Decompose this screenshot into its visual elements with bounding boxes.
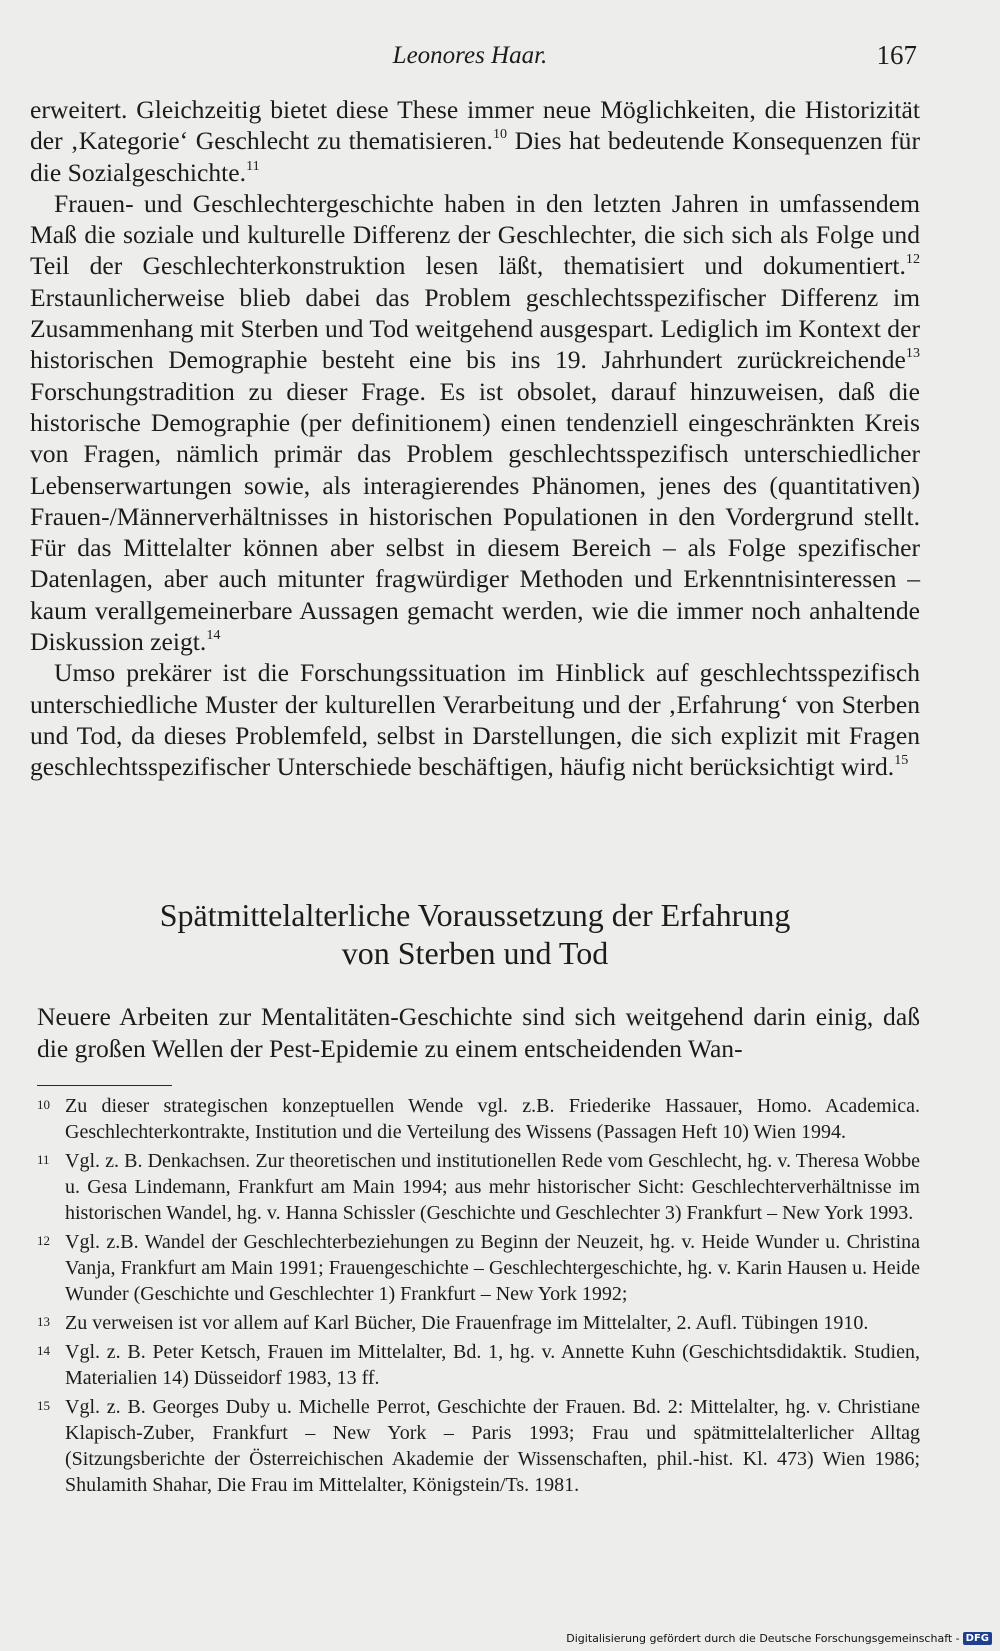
footnote-ref: 11	[246, 157, 260, 174]
footnote-text: Vgl. z. B. Denkachsen. Zur theoretischen und institutionellen Rede vom Geschlecht, hg. v. Theresa Wobbe u. Gesa Lindemann, Frankfurt am Main 1994; aus mehr historischer Sicht: Geschlechterverhältnisse im historischen Wandel, hg. v. Hanna Schissler (Geschichte und Geschlechter 3) Frankfurt – New York 1993.	[65, 1150, 920, 1224]
footnote-ref: 15	[894, 751, 909, 768]
paragraph-3	[30, 657, 920, 782]
running-head	[0, 40, 1000, 76]
footnote-number: 12	[37, 1233, 50, 1248]
footnote-separator	[37, 1085, 172, 1086]
paragraph-2	[30, 188, 920, 657]
footnote-text: Zu verweisen ist vor allem auf Karl Bücher, Die Frauenfrage im Mittelalter, 2. Aufl. Tübingen 1910.	[65, 1312, 869, 1334]
page-number: 167	[876, 40, 917, 70]
footnote-number: 13	[37, 1314, 50, 1329]
text-run: Umso prekärer ist die Forschungssituation im Hinblick auf geschlechtsspezifisch unterschiedliche Muster der kulturellen Verarbeitung und der ‚Erfahrung‘ von Sterben und Tod, da dieses Problemfeld, selbst in Darstellungen, die sich explizit mit Fragen geschlechtsspezifischer Unterschiede beschäftigen, häufig nicht berücksichtigt wird.	[30, 658, 920, 782]
text-run: Erstaunlicherweise blieb dabei das Problem geschlechtsspezifischer Differenz im Zusammenhang mit Sterben und Tod weitgehend ausgespart. Lediglich im Kontext der historischen Demographie besteht eine bis ins 19. Jahrhundert zurückreichende	[30, 282, 920, 375]
section-paragraph: Neuere Arbeiten zur Mentalitäten-Geschichte sind sich weitgehend darin einig, daß die großen Wellen der Pest-Epidemie zu einem entscheidenden Wan-	[37, 1002, 920, 1063]
section-heading	[60, 896, 890, 972]
digitization-text: Digitalisierung gefördert durch die Deutsche Forschungsgemeinschaft -	[566, 1632, 960, 1645]
footnotes	[37, 1093, 920, 1501]
text-run: Forschungstradition zu dieser Frage. Es ist obsolet, darauf hinzuweisen, daß die historische Demographie (per definitionem) einen tendenziell eingeschränkten Kreis von Fragen, nämlich primär das Problem geschlechtsspezifisch unterschiedlicher Lebenserwartungen sowie, als interagierendes Phänomen, jenes des (quantitativen) Frauen-/Männerverhältnisses in historischen Populationen in den Vordergrund stellt. Für das Mittelalter können aber selbst in diesem Bereich – als Folge spezifischer Datenlagen, aber auch mitunter fragwürdiger Methoden und Erkenntnisinteressen – kaum verallgemeinerbare Aussagen gemacht werden, wie die immer noch anhaltende Diskussion zeigt.	[30, 376, 920, 657]
footnote-13	[37, 1310, 920, 1336]
footnote-10	[37, 1093, 920, 1145]
footnote-text: Vgl. z. B. Peter Ketsch, Frauen im Mittelalter, Bd. 1, hg. v. Annette Kuhn (Geschichtsdidaktik. Studien, Materialien 14) Düsseidorf 1983, 13 ff.	[65, 1341, 920, 1389]
running-title: Leonores Haar.	[392, 42, 548, 69]
text-run: Frauen- und Geschlechtergeschichte haben in den letzten Jahren in umfassendem Maß die soziale und kulturelle Differenz der Geschlechter, die sich sich als Folge und Teil der Geschlechterkonstruktion lesen läßt, thematisiert und dokumentiert.	[30, 188, 920, 281]
footnote-number: 14	[37, 1343, 50, 1358]
footnote-text: Vgl. z.B. Wandel der Geschlechterbeziehungen zu Beginn der Neuzeit, hg. v. Heide Wunder u. Christina Vanja, Frankfurt am Main 1991; Frauengeschichte – Geschlechtergeschichte, hg. v. Karin Hausen u. Heide Wunder (Geschichte und Geschlechter 1) Frankfurt – New York 1992;	[65, 1231, 920, 1305]
footnote-text: Vgl. z. B. Georges Duby u. Michelle Perrot, Geschichte der Frauen. Bd. 2: Mittelalter, hg. v. Christiane Klapisch-Zuber, Frankfurt – New York – Paris 1993; Frau und spätmittelalterlicher Alltag (Sitzungsberichte der Österreichischen Akademie der Wissenschaften, phil.-hist. Kl. 473) Wien 1986; Shulamith Shahar, Die Frau im Mittelalter, Königstein/Ts. 1981.	[65, 1396, 920, 1496]
text-run: Dies hat bedeutende Konsequenzen für die Sozialgeschichte.	[30, 126, 920, 187]
text-run: erweitert. Gleichzeitig bietet diese These immer neue Möglichkeiten, die Historizität der ‚Kategorie‘ Geschlecht zu thematisieren.	[30, 95, 920, 156]
footnote-ref: 14	[206, 626, 221, 643]
main-text	[30, 94, 920, 783]
footnote-number: 10	[37, 1097, 50, 1112]
footnote-12	[37, 1229, 920, 1307]
heading-line-1: Spätmittelalterliche Voraussetzung der Erfahrung	[159, 897, 791, 933]
footnote-text: Zu dieser strategischen konzeptuellen Wende vgl. z.B. Friederike Hassauer, Homo. Academica. Geschlechterkontrakte, Institution und die Verteilung des Wissens (Passagen Heft 10) Wien 1994.	[65, 1095, 920, 1143]
dfg-logo: DFG	[963, 1632, 992, 1645]
footnote-14	[37, 1339, 920, 1391]
footnote-ref: 13	[905, 345, 920, 362]
paragraph-1	[30, 94, 920, 188]
footnote-number: 15	[37, 1398, 50, 1413]
footnote-ref: 12	[905, 251, 920, 268]
footnote-11	[37, 1148, 920, 1226]
digitization-notice	[566, 1632, 992, 1645]
footnote-ref: 10	[492, 126, 508, 143]
heading-line-2: von Sterben und Tod	[341, 935, 609, 971]
footnote-15	[37, 1394, 920, 1498]
footnote-number: 11	[37, 1152, 50, 1167]
